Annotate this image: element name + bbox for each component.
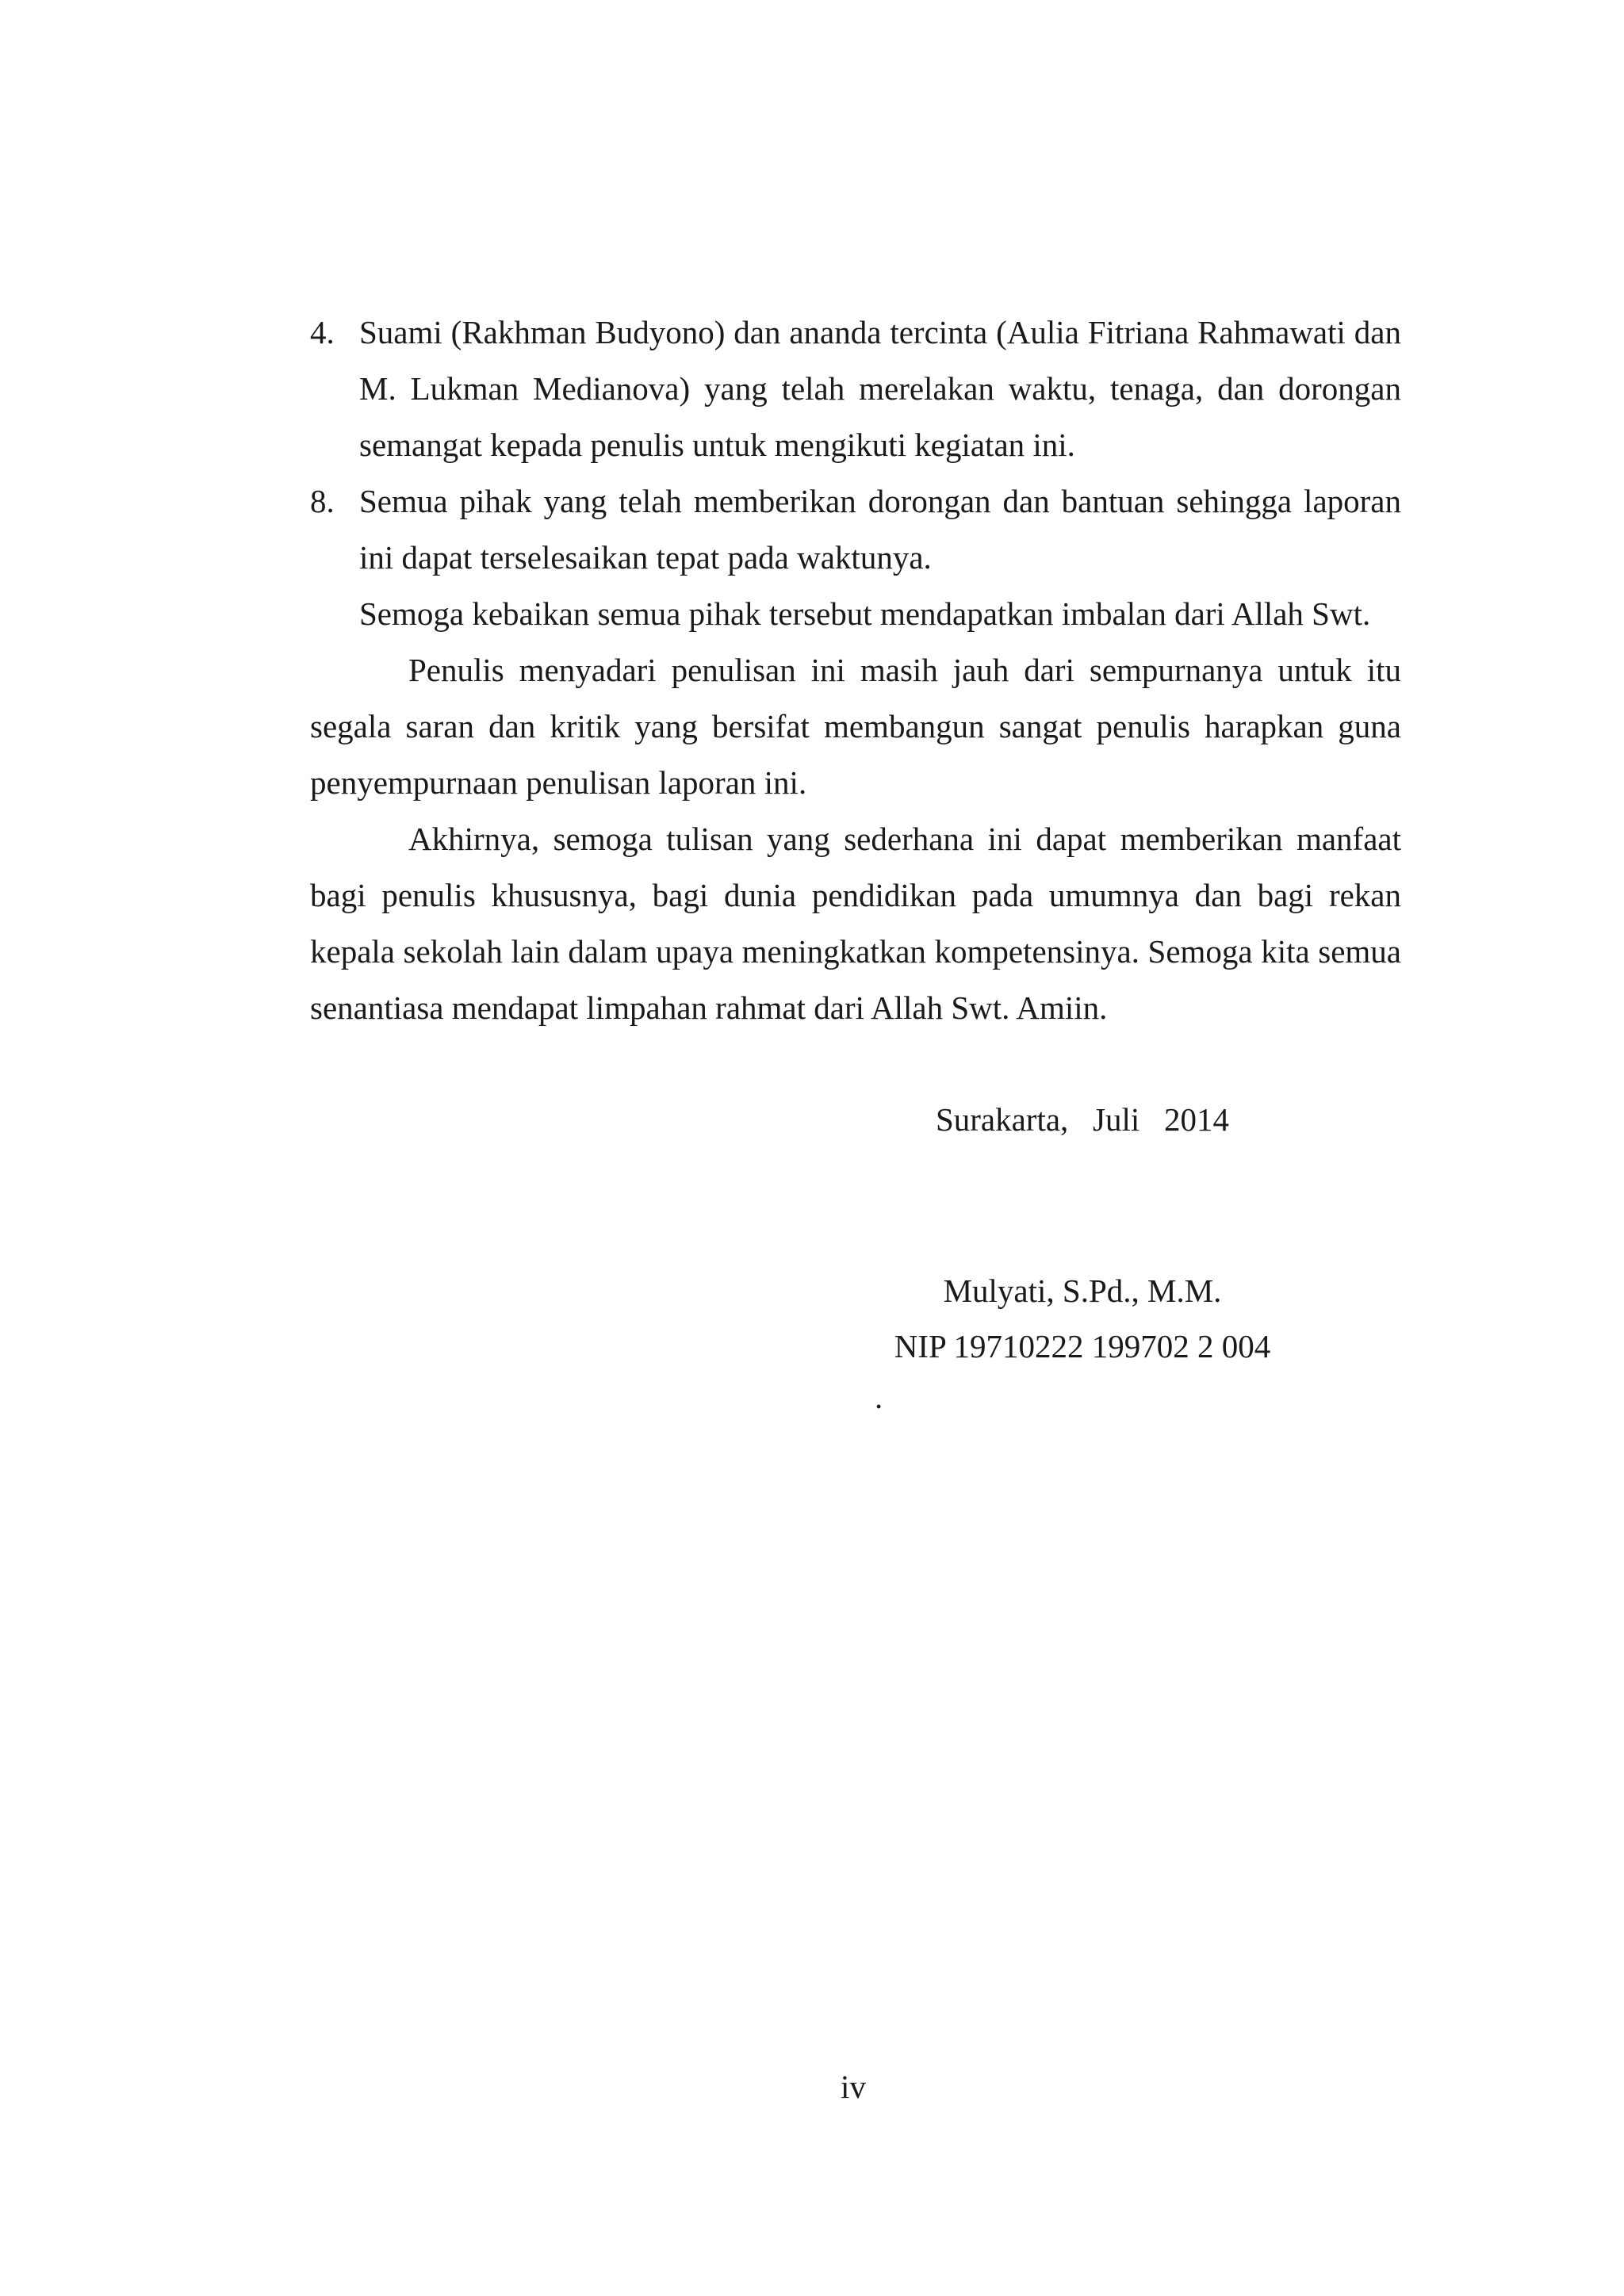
- list-item: [310, 473, 1401, 586]
- document-body: [310, 304, 1401, 1036]
- signatory-nip: NIP 19710222 199702 2 004: [894, 1328, 1271, 1364]
- paragraph: Penulis menyadari penulisan ini masih jauh dari sempurnanya untuk itu segala saran dan kritik yang bersifat membangun sangat penulis harapkan guna penyempurnaan penulisan laporan ini.: [310, 652, 1401, 801]
- list-number: 8.: [310, 483, 335, 519]
- paragraph: Akhirnya, semoga tulisan yang sederhana ini dapat memberikan manfaat bagi penulis khususnya, bagi dunia pendidikan pada umumnya dan bagi rekan kepala sekolah lain dalam upaya meningkatkan kompetensinya. Semoga kita semua senantiasa mendapat limpahan rahmat dari Allah Swt. Amiin.: [310, 821, 1401, 1026]
- page-number: iv: [841, 2068, 866, 2105]
- signatory-name: Mulyati, S.Pd., M.M.: [943, 1272, 1222, 1309]
- list-item-text: Suami (Rakhman Budyono) dan ananda tercinta (Aulia Fitriana Rahmawati dan M. Lukman Medianova) yang telah merelakan waktu, tenaga, dan dorongan semangat kepada penulis untuk mengikuti kegiatan ini.: [359, 314, 1401, 463]
- list-item-text: Semua pihak yang telah memberikan dorongan dan bantuan sehingga laporan ini dapat terselesaikan tepat pada waktunya.: [359, 483, 1401, 576]
- stray-dot: .: [875, 1379, 883, 1415]
- list-item: [310, 304, 1401, 473]
- list-number: 4.: [310, 314, 335, 350]
- signature-place-date: Surakarta, Juli 2014: [935, 1101, 1230, 1138]
- closing-wish: Semoga kebaikan semua pihak tersebut mendapatkan imbalan dari Allah Swt.: [359, 595, 1371, 632]
